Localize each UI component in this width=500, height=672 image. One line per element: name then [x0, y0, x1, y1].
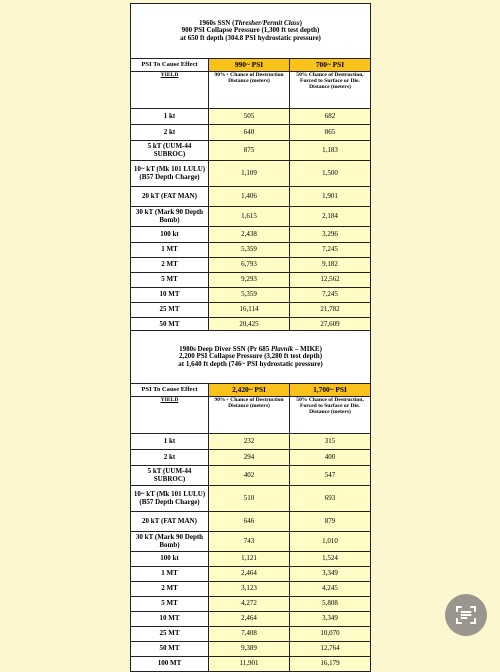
- table-row: 30 kT (Mark 90 Depth Bomb) 743 1,010: [131, 532, 371, 552]
- table-row: 1 kt 505 682: [131, 109, 371, 125]
- psi-col-header: PSI To Cause Effect: [131, 384, 209, 397]
- table-row: 2 MT 3,123 4,245: [131, 582, 371, 597]
- table-row: 25 MT 7,408 10,070: [131, 627, 371, 642]
- table-row: 100 MT 11,901 16,179: [131, 657, 371, 672]
- table-row: 25 MT 16,114 21,782: [131, 303, 371, 318]
- table-row: 50 MT 20,425 27,609: [131, 318, 371, 333]
- table-title: 1980s Deep Diver SSN (Pr 685 Plavnik – MIKE) 2,200 PSI Collapse Pressure (3,280 ft test depth) at 1,640 ft depth (746~ PSI hydrostatic pressure): [131, 331, 371, 384]
- desc-header-2: 50% Chance of Destruction, Forced to Surface or Die. Distance (meters): [290, 397, 371, 434]
- table-row: 10 MT 2,464 3,349: [131, 612, 371, 627]
- psi-header-2: 700~ PSI: [290, 59, 371, 72]
- table-row: 1 MT 5,359 7,245: [131, 243, 371, 258]
- table-row: 20 kT (FAT MAN) 646 879: [131, 512, 371, 532]
- table-row: 10~ kT (Mk 101 LULU) (B57 Depth Charge) 510 693: [131, 486, 371, 512]
- table-row: 5 kT (UUM-44 SUBROC) 402 547: [131, 466, 371, 486]
- table-body: [131, 109, 371, 348]
- table-title: 1960s SSN (Thresher/Permit Class) 900 PSI Collapse Pressure (1,300 ft test depth) at 650 ft depth (304.8 PSI hydrostatic pressure): [131, 4, 371, 59]
- table-1960s-ssn: [130, 3, 371, 348]
- table-body: [131, 434, 371, 672]
- table-1980s-deep-diver: [130, 330, 371, 672]
- table-row: 50 MT 9,389 12,764: [131, 642, 371, 657]
- text-scan-button[interactable]: [445, 594, 487, 636]
- text-scan-icon: [454, 603, 478, 627]
- yield-header: YIELD: [131, 397, 209, 434]
- table-row: 100 kt 1,121 1,524: [131, 552, 371, 567]
- table-row: 5 MT 9,293 12,562: [131, 273, 371, 288]
- table-row: 10 MT 5,359 7,245: [131, 288, 371, 303]
- desc-header-2: 50% Chance of Destruction, Forced to Surface or Die. Distance (meters): [290, 72, 371, 109]
- table-row: 2 kt 640 865: [131, 125, 371, 141]
- desc-header-1: 90%+ Chance of Destruction Distance (meters): [209, 397, 290, 434]
- psi-header-1: 990~ PSI: [209, 59, 290, 72]
- table-row: 100 kt 2,438 3,296: [131, 227, 371, 243]
- yield-header: YIELD: [131, 72, 209, 109]
- table-row: 30 kT (Mark 90 Depth Bomb) 1,615 2,184: [131, 207, 371, 227]
- table-row: 20 kT (FAT MAN) 1,406 1,901: [131, 187, 371, 207]
- psi-header-1: 2,420~ PSI: [209, 384, 290, 397]
- psi-col-header: PSI To Cause Effect: [131, 59, 209, 72]
- table-row: 2 kt 294 400: [131, 450, 371, 466]
- desc-header-1: 90%+ Chance of Destruction Distance (meters): [209, 72, 290, 109]
- table-row: 5 MT 4,272 5,808: [131, 597, 371, 612]
- table-row: 5 kT (UUM-44 SUBROC) 875 1,183: [131, 141, 371, 161]
- table-row: 1 MT 2,464 3,349: [131, 567, 371, 582]
- psi-header-2: 1,700~ PSI: [290, 384, 371, 397]
- table-row: 1 kt 232 315: [131, 434, 371, 450]
- table-row: 10~ kT (Mk 101 LULU) (B57 Depth Charge) 1,109 1,500: [131, 161, 371, 187]
- table-row: 2 MT 6,793 9,182: [131, 258, 371, 273]
